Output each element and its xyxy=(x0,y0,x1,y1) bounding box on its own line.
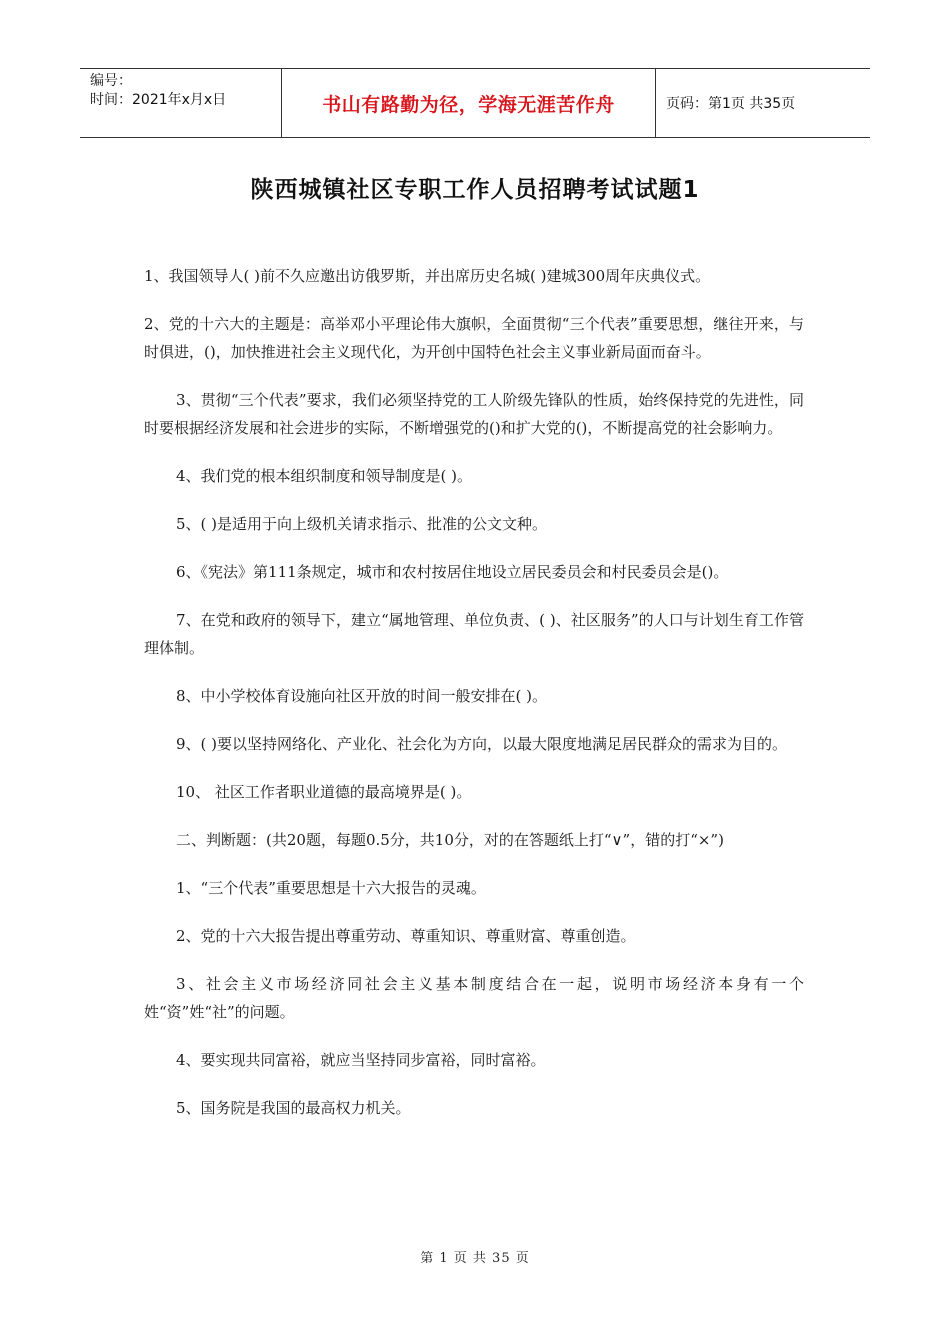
question-paragraph: 7、在党和政府的领导下，建立“属地管理、单位负责、( )、社区服务”的人口与计划生育工作管理体制。 xyxy=(144,611,804,657)
header-meta-cell xyxy=(80,69,282,137)
question-paragraph: 2、党的十六大的主题是：高举邓小平理论伟大旗帜，全面贯彻“三个代表”重要思想，继往开来，与时俱进，()，加快推进社会主义现代化，为开创中国特色社会主义事业新局面而奋斗。 xyxy=(144,315,804,361)
question-paragraph: 10、 社区工作者职业道德的最高境界是( )。 xyxy=(176,783,472,801)
header-page-cell xyxy=(656,69,870,137)
document-time-label: 时间：2021年x月x日 xyxy=(90,92,227,108)
page-header xyxy=(80,68,870,138)
question-paragraph: 3、贯彻“三个代表”要求，我们必须坚持党的工人阶级先锋队的性质，始终保持党的先进性，同时要根据经济发展和社会进步的实际，不断增强党的()和扩大党的()，不断提高党的社会影响力。 xyxy=(144,391,804,437)
question-paragraph: 1、我国领导人( )前不久应邀出访俄罗斯，并出席历史名城( )建城300周年庆典仪式。 xyxy=(144,267,711,285)
question-paragraph: 5、( )是适用于向上级机关请求指示、批准的公文文种。 xyxy=(176,515,548,533)
question-paragraph: 4、要实现共同富裕，就应当坚持同步富裕，同时富裕。 xyxy=(176,1051,546,1069)
question-paragraph: 二、判断题：(共20题，每题0.5分，共10分，对的在答题纸上打“∨”，错的打“×”) xyxy=(176,831,724,849)
question-paragraph: 3、社会主义市场经济同社会主义基本制度结合在一起，说明市场经济本身有一个姓“资”姓“社”的问题。 xyxy=(144,975,804,1021)
question-paragraph: 1、“三个代表”重要思想是十六大报告的灵魂。 xyxy=(176,879,486,897)
document-body xyxy=(144,262,804,1142)
header-motto-cell xyxy=(282,69,656,137)
question-paragraph: 6、《宪法》第111条规定，城市和农村按居住地设立居民委员会和村民委员会是()。 xyxy=(176,563,729,581)
page-footer: 第 1 页 共 35 页 xyxy=(420,1251,530,1266)
document-number-label: 编号： xyxy=(90,73,132,89)
question-paragraph: 2、党的十六大报告提出尊重劳动、尊重知识、尊重财富、尊重创造。 xyxy=(176,927,636,945)
question-paragraph: 8、中小学校体育设施向社区开放的时间一般安排在( )。 xyxy=(176,687,548,705)
header-motto: 书山有路勤为径，学海无涯苦作舟 xyxy=(322,93,615,116)
header-page-info: 页码：第1页 共35页 xyxy=(666,96,796,112)
question-paragraph: 9、( )要以坚持网络化、产业化、社会化为方向，以最大限度地满足居民群众的需求为目的。 xyxy=(176,735,788,753)
question-paragraph: 5、国务院是我国的最高权力机关。 xyxy=(176,1099,411,1117)
question-paragraph: 4、我们党的根本组织制度和领导制度是( )。 xyxy=(176,467,473,485)
document-title: 陕西城镇社区专职工作人员招聘考试试题1 xyxy=(250,177,700,203)
